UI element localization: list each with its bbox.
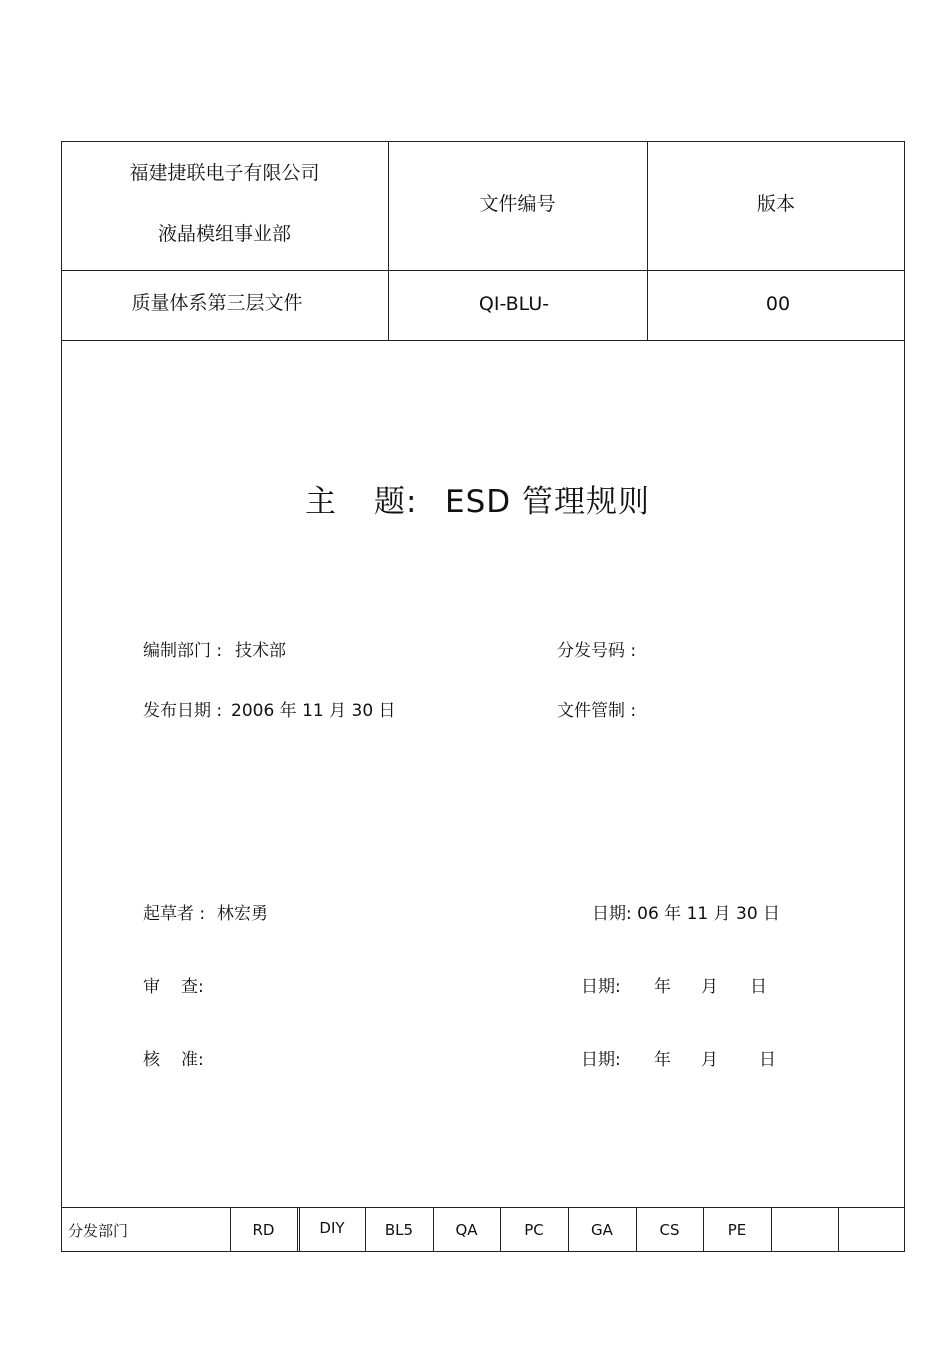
- dept-value: 技术部: [235, 641, 286, 661]
- review-label-a: 审: [143, 977, 160, 997]
- approve-day: 日: [759, 1050, 776, 1070]
- approve-year: 年: [654, 1050, 671, 1070]
- review-month: 月: [701, 977, 718, 997]
- review-label-b: 查:: [181, 977, 204, 997]
- distribution-dept-cell: GA: [591, 1221, 613, 1239]
- approve-label-b: 准:: [181, 1050, 204, 1070]
- distribution-dept-cell: RD: [252, 1221, 275, 1239]
- drafter-label: 起草者 :: [143, 904, 206, 924]
- release-date-label: 发布日期 :: [143, 701, 223, 721]
- doc-control-label: 文件管制 :: [557, 701, 637, 721]
- version-label: 版本: [756, 193, 795, 215]
- distribution-label: 分发部门: [68, 1222, 129, 1240]
- approve-date-label: 日期:: [581, 1050, 621, 1070]
- subject-label-a: 主: [305, 484, 337, 520]
- version-value: 00: [765, 293, 791, 315]
- doc-level: 质量体系第三层文件: [131, 292, 303, 314]
- release-date-value: 2006 年 11 月 30 日: [231, 701, 396, 721]
- distribution-dept-cell: [838, 1208, 904, 1252]
- review-year: 年: [654, 977, 671, 997]
- subject-label-b: 题:: [374, 484, 418, 520]
- distribution-dept-cell: DIY: [319, 1219, 345, 1237]
- approve-label-a: 核: [143, 1050, 160, 1070]
- review-day: 日: [750, 977, 767, 997]
- distribution-divider: [297, 1207, 298, 1252]
- header-divider: [61, 270, 905, 271]
- distribution-dept-cell: [771, 1208, 838, 1252]
- dept-label: 编制部门 :: [143, 641, 223, 661]
- distribution-dept-cell: QA: [455, 1221, 478, 1239]
- drafter-name: 林宏勇: [217, 904, 268, 924]
- distribution-number-label: 分发号码 :: [557, 641, 637, 661]
- distribution-dept-cell: CS: [659, 1221, 680, 1239]
- header-bottom-divider: [61, 340, 905, 341]
- distribution-dept-cell: PE: [727, 1221, 747, 1239]
- doc-number: QI-BLU-: [478, 293, 550, 315]
- company-name: 福建捷联电子有限公司: [129, 162, 320, 184]
- review-date-label: 日期:: [581, 977, 621, 997]
- subject-title: ESD 管理规则: [445, 484, 650, 520]
- drafter-date: 日期: 06 年 11 月 30 日: [592, 904, 781, 924]
- distribution-dept-cell: BL5: [384, 1221, 414, 1239]
- distribution-dept-cell: PC: [524, 1221, 544, 1239]
- division-name: 液晶模组事业部: [157, 223, 291, 245]
- doc-number-label: 文件编号: [479, 193, 556, 215]
- approve-month: 月: [701, 1050, 718, 1070]
